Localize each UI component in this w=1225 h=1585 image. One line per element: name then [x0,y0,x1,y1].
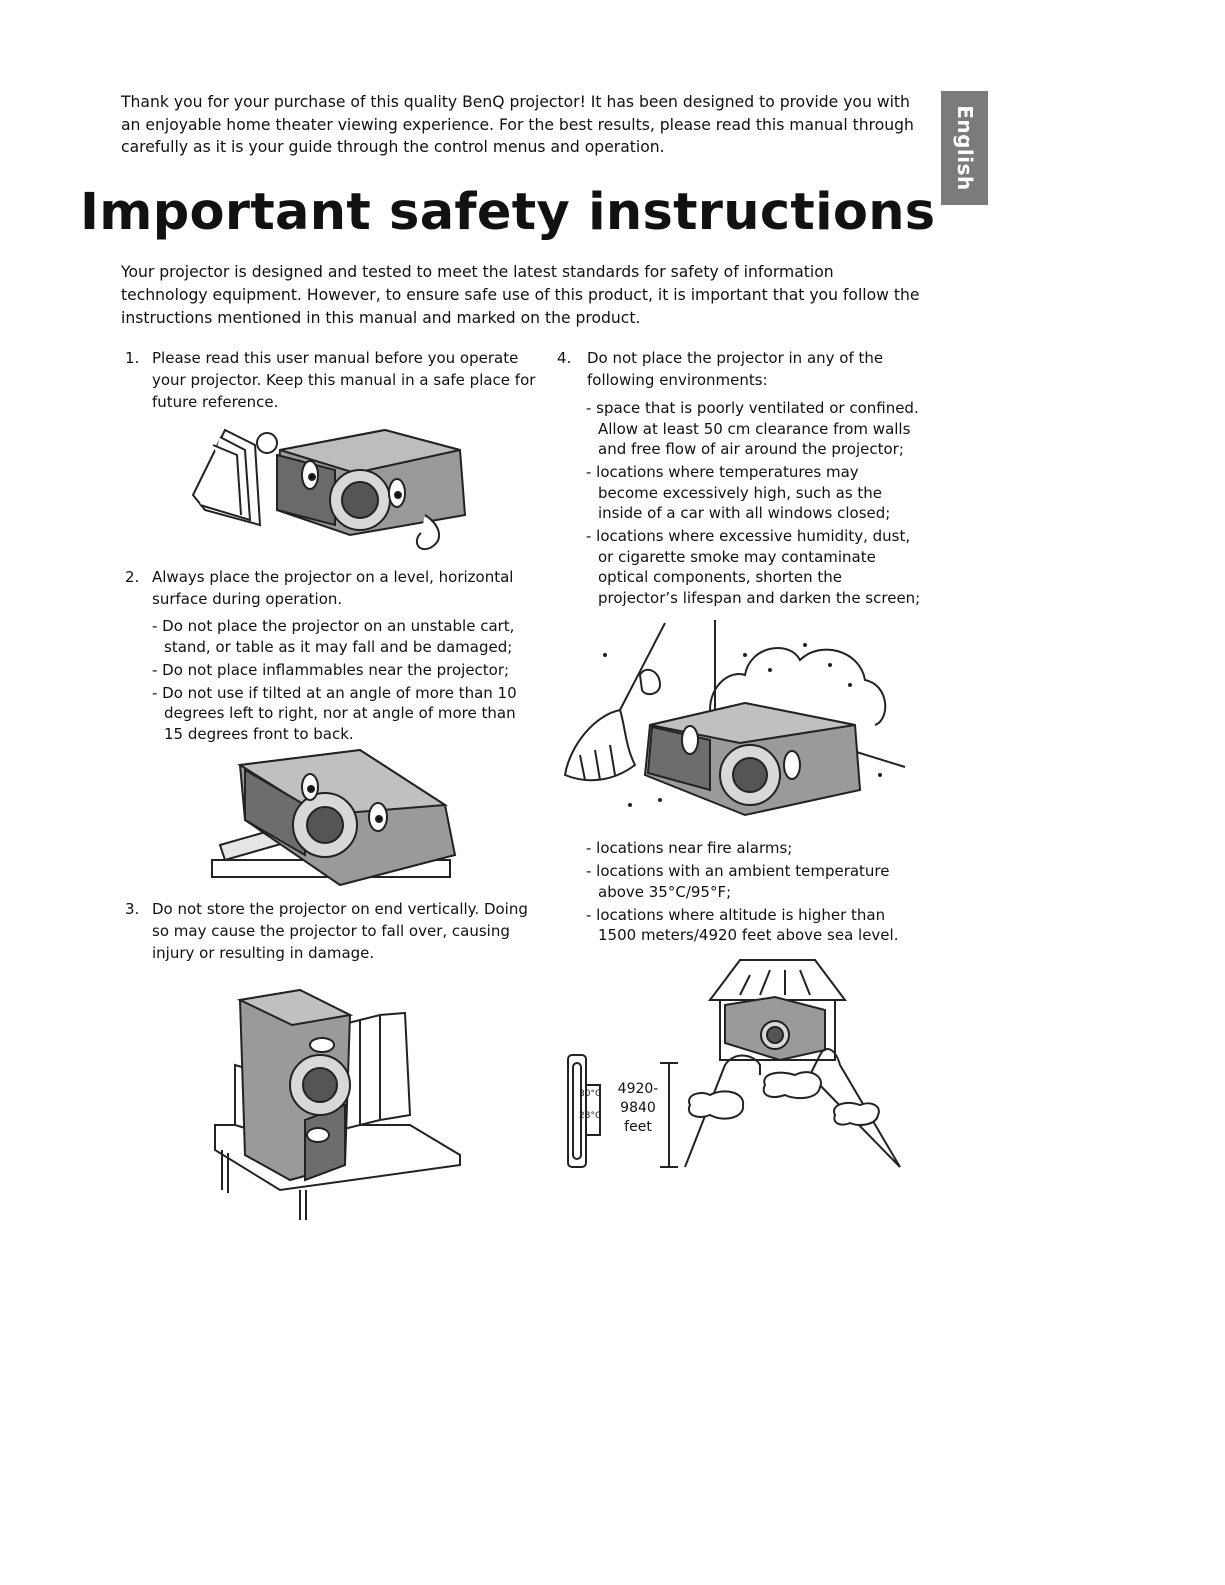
page-title: Important safety instructions [80,183,936,242]
list-item: - space that is poorly ventilated or confined. Allow at least 50 cm clearance from walls and free flow of air around the projector; [586,399,919,458]
item-text: Please read this user manual before you operate your projector. Keep this manual in a safe place for future reference. [152,349,536,411]
list-item: - locations near fire alarms; [586,839,793,857]
item-4-sublist-continued [586,838,922,948]
item-number: 1. [125,349,140,367]
temperature-altitude-illustration [560,955,910,1175]
language-tab [941,91,988,205]
list-item: - locations where temperatures may become excessively high, such as the inside of a car with all windows closed; [586,463,891,522]
item-text: Do not store the projector on end vertically. Doing so may cause the projector to fall over, causing injury or resulting in damage. [152,900,528,962]
temp-high-label: 30°C [579,1089,602,1099]
vertical-projector-illustration [210,985,470,1225]
projector-manual-illustration [185,415,475,555]
intro-paragraph: Thank you for your purchase of this quality BenQ projector! It has been designed to provide you with an enjoyable home theater viewing experience. For the best results, please read this manual through carefully as it is your guide through the control menus and operation. [121,93,914,156]
altitude-line: 9840 [620,1100,656,1116]
dusty-environment-illustration [560,615,910,830]
list-item: - locations where altitude is higher than 1500 meters/4920 feet above sea level. [586,905,899,944]
list-item: - locations with an ambient temperature above 35°C/95°F; [586,862,890,901]
item-2-sublist [152,616,532,747]
list-item: - Do not place inflammables near the projector; [152,660,510,679]
list-item: - locations where excessive humidity, dust, or cigarette smoke may contaminate optical components, shorten the projector’s lifespan and darken the screen; [586,527,921,607]
list-item: - Do not use if tilted at an angle of more than 10 degrees left to right, nor at angle of more than 15 degrees front to back. [152,683,517,743]
lead-paragraph: Your projector is designed and tested to meet the latest standards for safety of information technology equipment. However, to ensure safe use of this product, it is important that you follow the instructions mentioned in this manual and marked on the product. [121,263,920,327]
item-number: 3. [125,900,140,918]
item-text: Do not place the projector in any of the following environments: [587,349,884,389]
item-4-sublist [586,398,922,611]
list-item: - Do not place the projector on an unstable cart, stand, or table as it may fall and be damaged; [152,617,515,656]
item-text: Always place the projector on a level, horizontal surface during operation. [152,568,514,608]
tilted-projector-illustration [210,745,480,890]
temp-low-label: 23°C [579,1111,602,1121]
language-tab-label: English [952,105,977,191]
altitude-label [608,1080,668,1137]
item-number: 4. [557,349,572,367]
item-number: 2. [125,568,140,586]
altitude-line: feet [624,1119,652,1135]
altitude-line: 4920- [617,1081,659,1097]
